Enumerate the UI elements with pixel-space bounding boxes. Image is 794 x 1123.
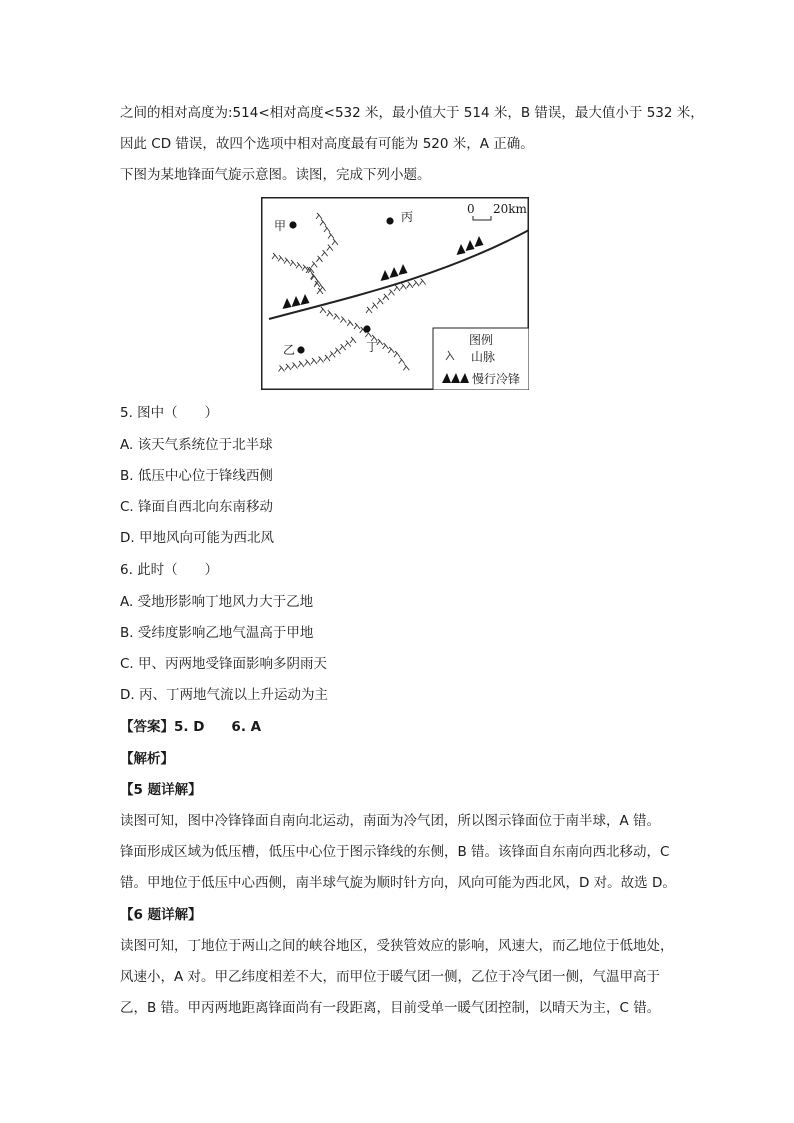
mountain-mark xyxy=(324,226,330,232)
question-5-option-d: D. 甲地风向可能为西北风 xyxy=(120,530,274,546)
mountain-mark xyxy=(334,313,340,319)
mountain-mark xyxy=(327,310,333,316)
mountain-mark xyxy=(340,317,346,323)
mountain-mark xyxy=(279,366,285,372)
question-6-option-a: A. 受地形影响丁地风力大于乙地 xyxy=(120,594,314,610)
intro-line: 下图为某地锋面气旋示意图。读图，完成下列小题。 xyxy=(120,167,431,183)
mountain-mark xyxy=(272,253,278,259)
mountain-mark xyxy=(350,337,356,343)
mountain-mark xyxy=(278,255,284,261)
mountain-mark xyxy=(320,307,326,313)
place-yi-label: 乙 xyxy=(283,343,296,357)
cold-front-triangle xyxy=(283,298,292,309)
question-6-option-c: C. 甲、丙两地受锋面影响多阴雨天 xyxy=(120,656,328,672)
mountain-mark xyxy=(292,363,298,369)
mountain-mark xyxy=(366,307,372,313)
cold-front-triangle xyxy=(466,240,475,251)
mountain-mark xyxy=(324,355,330,361)
mountain-mark xyxy=(284,258,290,264)
mountain-mark xyxy=(420,279,426,285)
mountain-mark xyxy=(377,298,383,304)
detail-6-line: 读图可知，丁地位于两山之间的峡谷地区，受狭管效应的影响，风速大，而乙地位于低地处， xyxy=(120,938,674,954)
place-bing-marker xyxy=(386,217,393,224)
question-6-option-b: B. 受纬度影响乙地气温高于甲地 xyxy=(120,625,314,641)
cold-front-triangle xyxy=(399,264,408,275)
detail-5-line: 锋面形成区域为低压槽，低压中心位于图示锋线的东侧，B 错。该锋面自东南向西北移动，C xyxy=(120,844,670,860)
cold-front-triangle xyxy=(292,296,301,307)
mountain-mark xyxy=(332,239,338,245)
cold-front-symbols xyxy=(283,236,484,309)
cold-front-triangle xyxy=(390,267,399,278)
mountain-mark xyxy=(403,364,409,370)
scale-distance: 20km xyxy=(493,202,527,216)
mountain-mark xyxy=(328,233,334,239)
place-jia-marker xyxy=(289,221,296,228)
detail-5-line: 读图可知，图中冷锋锋面自南向北运动，南面为冷气团，所以图示锋面位于南半球，A 错。 xyxy=(120,813,661,829)
legend-mountain-label: 山脉 xyxy=(471,350,496,364)
mountain-mark xyxy=(394,285,400,291)
mountain-mark xyxy=(345,341,351,347)
mountain-mark xyxy=(320,220,326,226)
mountain-mark xyxy=(399,358,405,364)
mountain-mark xyxy=(316,256,322,262)
detail-6-title: 【6 题详解】 xyxy=(120,907,202,923)
mountain-mark xyxy=(383,294,389,300)
mountain-mark xyxy=(334,348,340,354)
question-5-option-b: B. 低压中心位于锋线西侧 xyxy=(120,468,273,484)
detail-5-title: 【5 题详解】 xyxy=(120,782,202,798)
legend-title: 图例 xyxy=(469,333,494,347)
mountain-mark xyxy=(311,261,317,267)
mountain-mark xyxy=(322,250,328,256)
cold-front-triangle xyxy=(457,244,466,255)
cold-front-triangle xyxy=(475,236,484,247)
mountain-mark xyxy=(347,320,353,326)
mountain-ranges xyxy=(272,213,426,372)
scale-bar xyxy=(473,216,491,220)
mountain-mark xyxy=(318,357,324,363)
mountain-mark xyxy=(316,213,322,219)
mountain-mark xyxy=(329,351,335,357)
answer-line: 【答案】5. D 6. A xyxy=(120,719,262,735)
mountain-mark xyxy=(388,347,394,353)
question-5-option-c: C. 锋面自西北向东南移动 xyxy=(120,499,274,515)
mountain-mark xyxy=(311,358,317,364)
question-6-option-d: D. 丙、丁两地气流以上升运动为主 xyxy=(120,687,328,703)
mountain-mark xyxy=(407,282,413,288)
legend-cold-front-label: 慢行冷锋 xyxy=(472,372,521,386)
place-jia-label: 甲 xyxy=(274,219,287,233)
scale-zero: 0 xyxy=(467,202,475,216)
mountain-mark xyxy=(340,344,346,350)
mountain-mark xyxy=(305,360,311,366)
question-6-stem: 6. 此时（ ） xyxy=(120,562,219,578)
intro-line: 之间的相对高度为:514<相对高度<532 米，最小值大于 514 米，B 错误，最大值小于 532 米， xyxy=(120,105,704,121)
mountain-mark xyxy=(285,364,291,370)
question-5-option-a: A. 该天气系统位于北半球 xyxy=(120,437,273,453)
question-5-stem: 5. 图中（ ） xyxy=(120,405,219,421)
place-ding-label: 丁 xyxy=(366,340,379,354)
cold-front-triangle xyxy=(381,270,390,281)
place-yi-marker xyxy=(297,346,304,353)
mountain-mark xyxy=(413,280,419,286)
mountain-mark xyxy=(290,260,296,266)
detail-5-line: 错。甲地位于低压中心西侧，南半球气旋为顺时针方向，风向可能为西北风，D 对。故选 D。 xyxy=(120,875,676,891)
place-ding-marker xyxy=(363,325,370,332)
cold-front-triangle xyxy=(301,294,310,305)
mountain-mark xyxy=(372,303,378,309)
analysis-title: 【解析】 xyxy=(120,751,174,767)
place-bing-label: 丙 xyxy=(401,210,414,224)
mountain-mark xyxy=(383,343,389,349)
mountain-mark xyxy=(296,262,302,268)
mountain-mark xyxy=(354,323,360,329)
intro-line: 因此 CD 错误，故四个选项中相对高度最有可能为 520 米，A 正确。 xyxy=(120,136,534,152)
mountain-mark xyxy=(400,283,406,289)
mountain-mark xyxy=(298,361,304,367)
frontal-cyclone-figure xyxy=(261,197,529,390)
mountain-mark xyxy=(327,245,333,251)
detail-6-line: 风速小，A 对。甲乙纬度相差不大，而甲位于暖气团一侧，乙位于冷气团一侧，气温甲高于 xyxy=(120,969,661,985)
detail-6-line: 乙，B 错。甲丙两地距离锋面尚有一段距离，目前受单一暖气团控制，以晴天为主，C 错。 xyxy=(120,1000,661,1016)
mountain-mark xyxy=(394,351,400,357)
mountain-mark xyxy=(388,289,394,295)
